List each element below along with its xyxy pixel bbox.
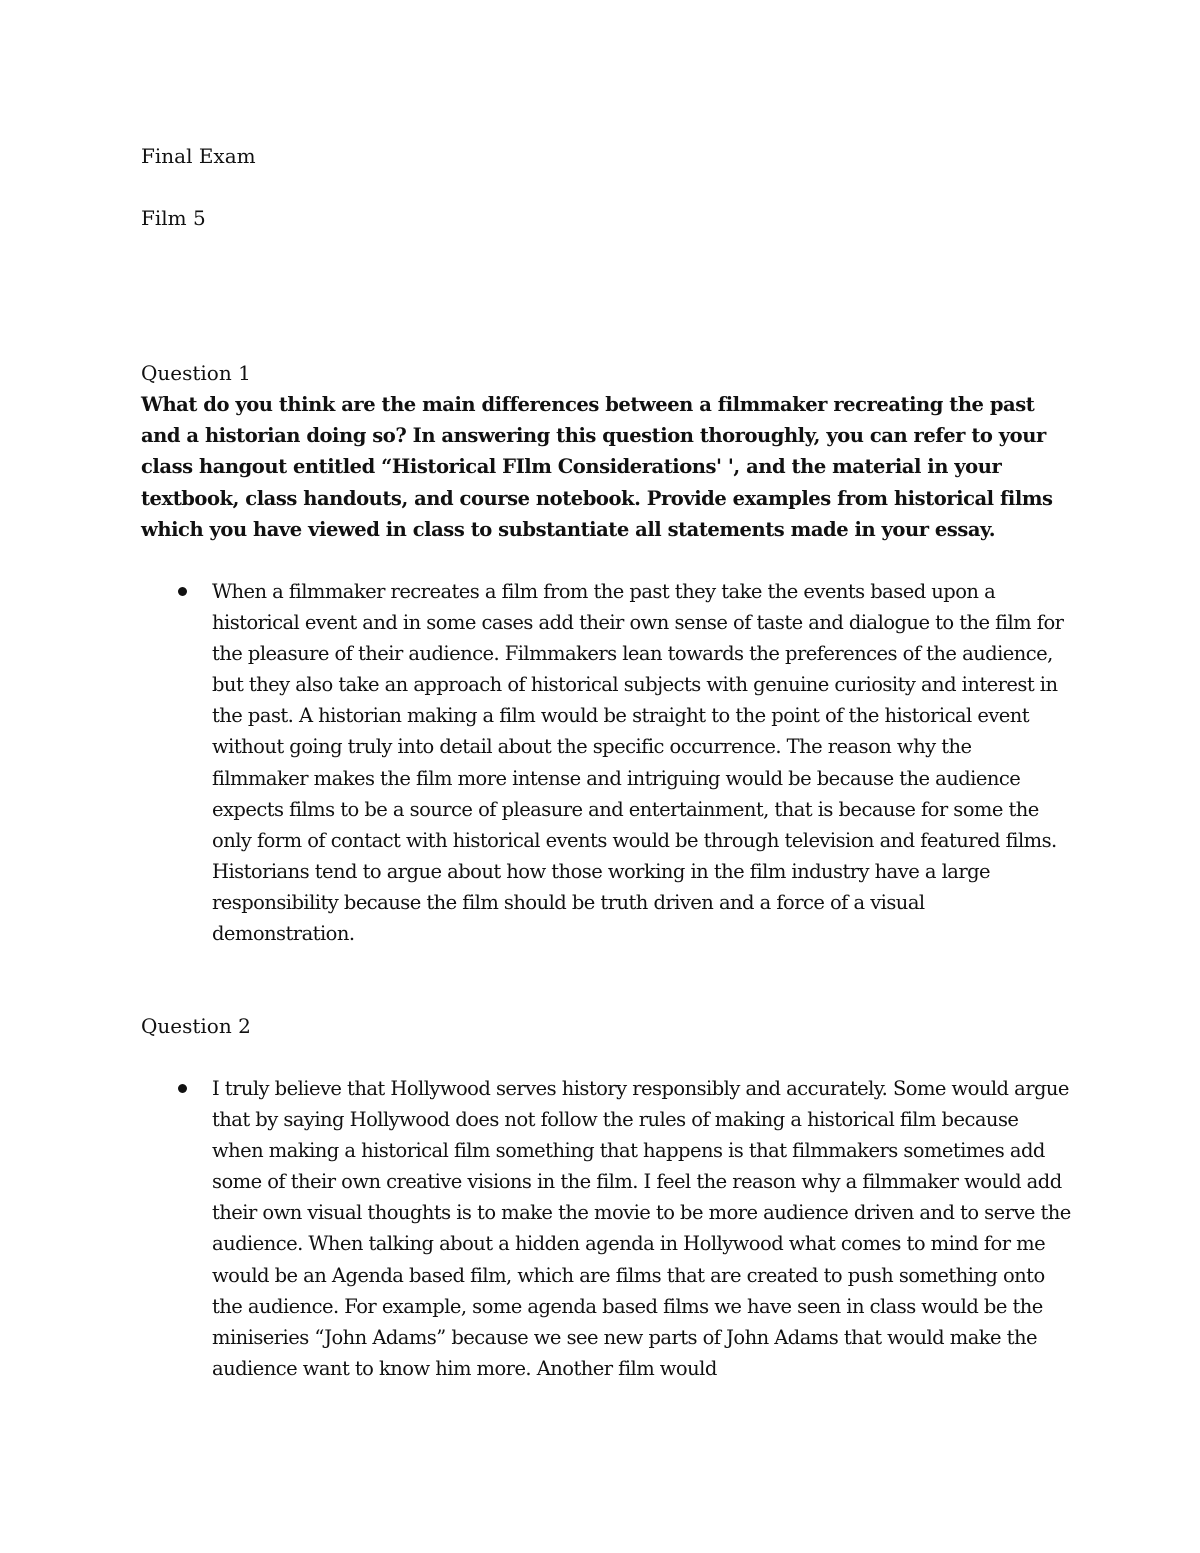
question-1-prompt: What do you think are the main differences between a filmmaker recreating the past and a historian doing so? In answering this question thoroughly, you can refer to your class hangout entitled “Historical FIlm Considerations' ', and the material in your textbook, class handouts, and course notebook. Provide examples from historical films which you have viewed in class to substantiate all statements made in your essay. xyxy=(141,393,1053,541)
answer-1-text: When a filmmaker recreates a film from the past they take the events based upon a historical event and in some cases add their own sense of taste and dialogue to the film for the pleasure of their audience. Filmmakers lean towards the preferences of the audience, but they also take an approach of historical subjects with genuine curiosity and interest in the past. A historian making a film would be straight to the point of the historical event without going truly into detail about the specific occurrence. The reason why the filmmaker makes the film more intense and intriguing would be because the audience expects films to be a source of pleasure and entertainment, that is because for some the only form of contact with historical events would be through television and featured films. Historians tend to argue about how those working in the film industry have a large responsibility because the film should be truth driven and a force of a visual demonstration. xyxy=(212,580,1064,946)
answer-2-text: I truly believe that Hollywood serves history responsibly and accurately. Some would argue that by saying Hollywood does not follow the rules of making a historical film because when making a historical film something that happens is that filmmakers sometimes add some of their own creative visions in the film. I feel the reason why a filmmaker would add their own visual thoughts is to make the movie to be more audience driven and to serve the audience. When talking about a hidden agenda in Hollywood what comes to mind for me would be an Agenda based film, which are films that are created to push something onto the audience. For example, some agenda based films we have seen in class would be the miniseries “John Adams” because we see new parts of John Adams that would make the audience want to know him more. Another film would xyxy=(212,1077,1071,1380)
question-1 xyxy=(141,358,1061,545)
question-2-label: Question 2 xyxy=(141,1014,251,1038)
bullet-icon xyxy=(178,587,187,596)
course-name: Film 5 xyxy=(141,206,206,230)
answer-1-list xyxy=(141,576,1071,949)
document-title: Final Exam xyxy=(141,144,256,168)
bullet-icon xyxy=(178,1084,187,1093)
question-1-label: Question 1 xyxy=(141,361,251,385)
answer-2-list xyxy=(141,1073,1071,1384)
answer-2-item xyxy=(141,1073,1071,1384)
answer-1-item xyxy=(141,576,1071,949)
question-2 xyxy=(141,1011,1061,1042)
